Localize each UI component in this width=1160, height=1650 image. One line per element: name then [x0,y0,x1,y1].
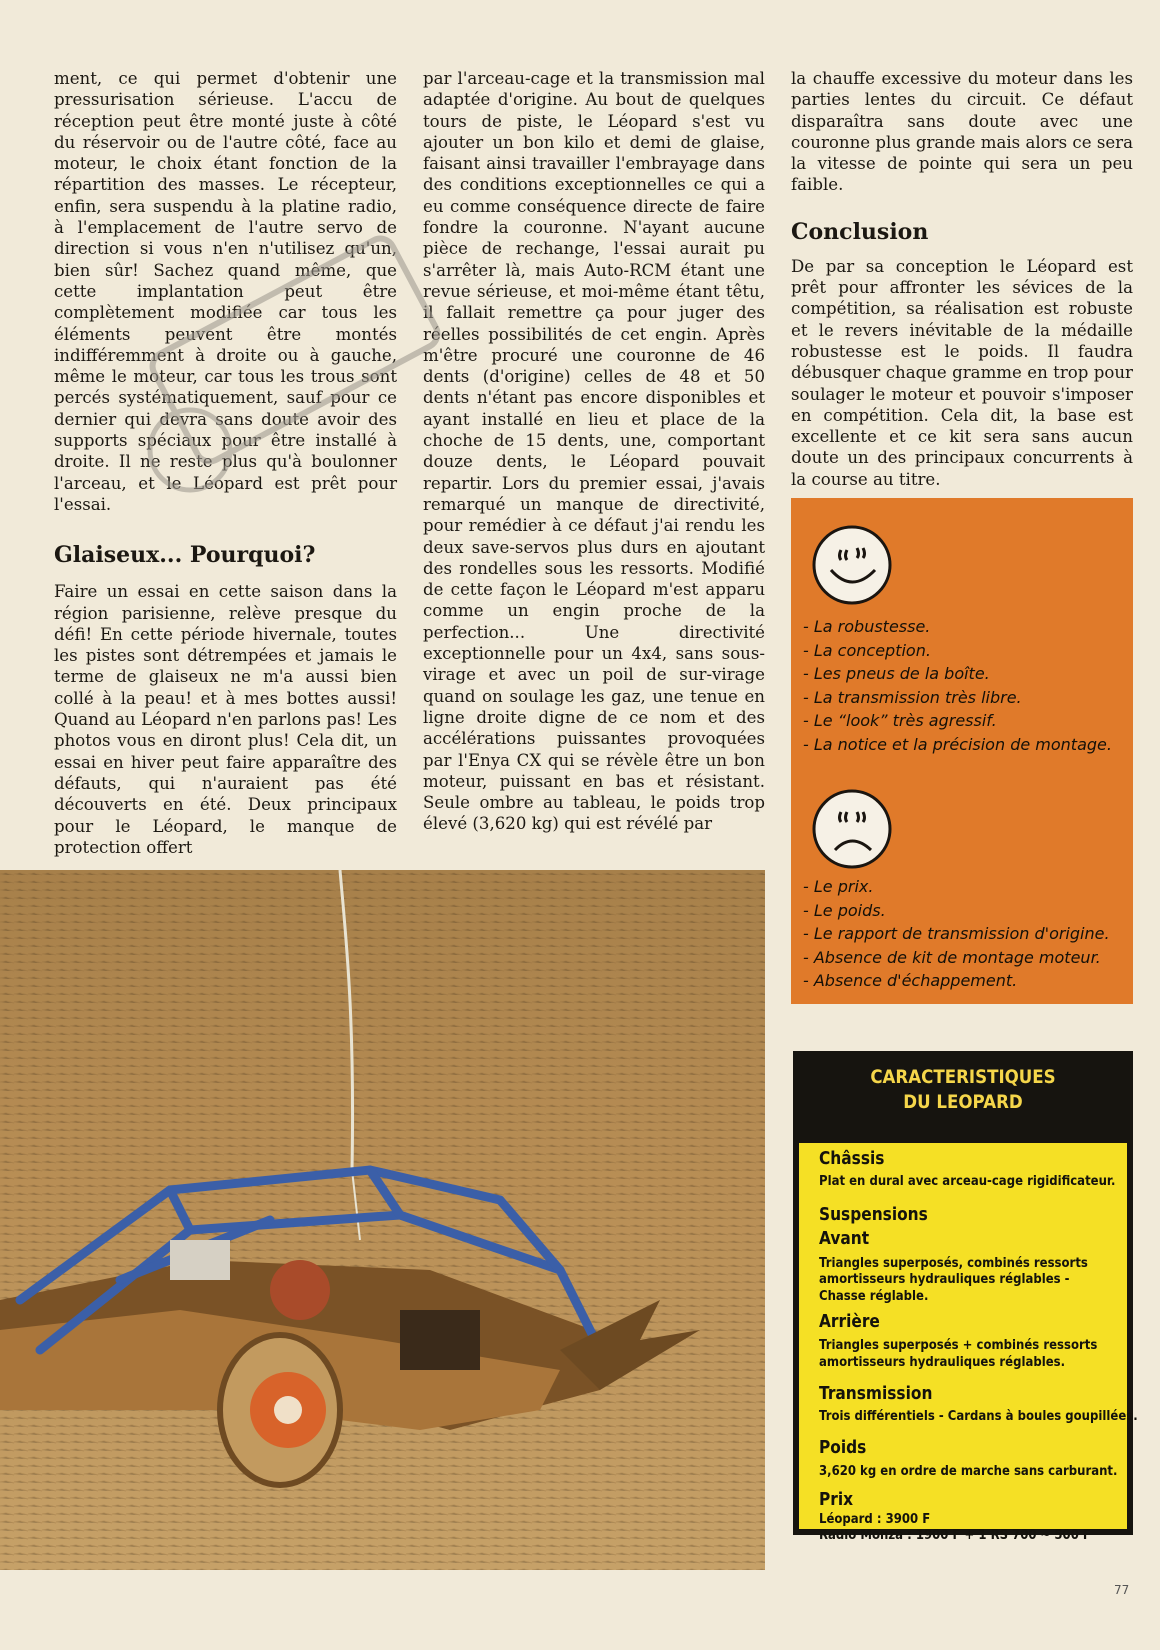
pros-item: - La notice et la précision de montage. [803,733,1112,757]
spec-text: Chasse réglable. [819,1288,929,1304]
paragraph: ment, ce qui permet d'obtenir une pressurisation sérieuse. L'accu de réception peut être monté juste à côté du réservoir ou de l'autre côté, face au moteur, le choix étant fonction de la répartition des masses. Le récepteur, enfin, sera suspendu à la platine radio, à l'emplacement de l'autre servo de direction si vous n'en n'utilisez qu'un, bien sûr! Sachez quand même, que cette implantation peut être complètement modifiée car tous les éléments peuvent être montés indifféremment à droite ou à gauche, même le moteur, car tous les trous sont percés systématiquement, sauf pour ce dernier qui devra sans doute avoir des supports spéciaux pour être installé à droite. Il ne reste plus qu'à boulonner l'arceau, et le Léopard est prêt pour l'essai. [54,69,397,514]
buggy-photo [0,870,765,1570]
pros-item: - Les pneus de la boîte. [803,662,1112,686]
spec-text: Triangles superposés + combinés ressorts [819,1337,1098,1353]
cons-item: - Absence d'échappement. [803,969,1110,993]
pros-item: - La conception. [803,639,1112,663]
spec-text: Trois différentiels - Cardans à boules goupillées. [819,1408,1138,1424]
paragraph: la chauffe excessive du moteur dans les parties lentes du circuit. Ce défaut disparaîtra sans doute avec une couronne plus grande mais alors ce sera la vitesse de pointe qui sera un peu faible. [791,69,1133,195]
pros-list [803,615,1112,756]
spec-heading-suspensions: Suspensions [819,1205,928,1225]
cons-item: - Le prix. [803,875,1110,899]
pros-item: - Le “look” très agressif. [803,709,1112,733]
paragraph: Faire un essai en cette saison dans la région parisienne, relève presque du défi! En cette période hivernale, toutes les pistes sont détrempées et jamais le terme de glaiseux ne m'a aussi bien collé à la peau! et à mes bottes aussi! Quand au Léopard n'en parlons pas! Les photos vous en diront plus! Cela dit, un essai en hiver peut faire apparaître des défauts, qui n'auraient pas été découverts en été. Deux principaux pour le Léopard, le manque de protection offert [54,582,397,857]
specs-title: CARACTERISTIQUES DU LEOPARD [870,1067,1056,1113]
spec-text: Radio Monza : 1900 F + 1 RS 700 ~ 500 F [819,1527,1091,1543]
spec-heading-prix: Prix [819,1490,854,1510]
spec-subheading-arriere: Arrière [819,1312,880,1332]
cons-item: - Le poids. [803,899,1110,923]
page-number: 77 [1114,1583,1130,1597]
specs-box [793,1051,1138,1543]
spec-text: amortisseurs hydrauliques réglables. [819,1354,1066,1370]
pros-cons-box [791,498,1133,1004]
spec-text: 3,620 kg en ordre de marche sans carburant. [819,1463,1118,1479]
spec-heading-poids: Poids [819,1438,867,1458]
section-heading-glaiseux: Glaiseux... Pourquoi? [54,542,316,569]
spec-heading-transmission: Transmission [819,1384,933,1404]
spec-text: Léopard : 3900 F [819,1511,931,1527]
smiley-sad-icon [811,788,893,870]
paragraph: par l'arceau-cage et la transmission mal adaptée d'origine. Au bout de quelques tours de piste, le Léopard s'est vu ajouter un bon kilo et demi de glaise, faisant ainsi travailler l'embrayage dans des conditions exceptionnelles ce qui a eu comme conséquence directe de faire fondre la couronne. N'ayant aucune pièce de rechange, l'essai aurait pu s'arrêter là, mais Auto-RCM étant une revue sérieuse, et moi-même étant têtu, il fallait remettre ça pour juger des réelles possibilités de cet engin. Après m'être procuré une couronne de 46 dents (d'origine) celles de 48 et 50 dents n'étant pas encore disponibles et ayant installé en lieu et place de la choche de 15 dents, une, comportant douze dents, le Léopard pouvait repartir. Lors du premier essai, j'avais remarqué un manque de directivité, pour remédier à ce défaut j'ai rendu les deux save-servos plus durs en ajoutant des rondelles sous les ressorts. Modifié de cette façon le Léopard m'est apparu comme un engin proche de la perfection... Une directivité exceptionnelle pour un 4x4, sans sous-virage et avec un poil de sur-virage quand on soulage les gaz, une tenue en ligne droite digne de ce nom et des accélérations puissantes provoquées par l'Enya CX qui se révèle être un bon moteur, puissant en bas et résistant. Seule ombre au tableau, le poids trop élevé (3,620 kg) qui est révélé par [423,69,765,834]
column-3 [791,68,1133,490]
column-2 [423,68,765,835]
cons-item: - Le rapport de transmission d'origine. [803,922,1110,946]
spec-heading-chassis: Châssis [819,1149,885,1169]
pros-item: - La transmission très libre. [803,686,1112,710]
spec-text: Triangles superposés, combinés ressorts [819,1255,1088,1271]
smiley-happy-icon [811,524,893,606]
specs-panel [799,1143,1138,1543]
spec-subheading-avant: Avant [819,1229,870,1249]
column-1 [54,68,397,858]
cons-list [803,875,1110,993]
pros-item: - La robustesse. [803,615,1112,639]
spec-text: Plat en dural avec arceau-cage rigidificateur. [819,1173,1116,1189]
paragraph: De par sa conception le Léopard est prêt pour affronter les sévices de la compétition, sa réalisation est robuste et le revers inévitable de la médaille robustesse est le poids. Il faudra débusquer chaque gramme en trop pour soulager le moteur et pouvoir s'imposer en compétition. Cela dit, la base est excellente et ce kit sera sans aucun doute un des principaux concurrents à la course au titre. [791,256,1133,489]
spec-text: amortisseurs hydrauliques réglables - [819,1271,1070,1287]
cons-item: - Absence de kit de montage moteur. [803,946,1110,970]
section-heading-conclusion: Conclusion [791,218,929,245]
